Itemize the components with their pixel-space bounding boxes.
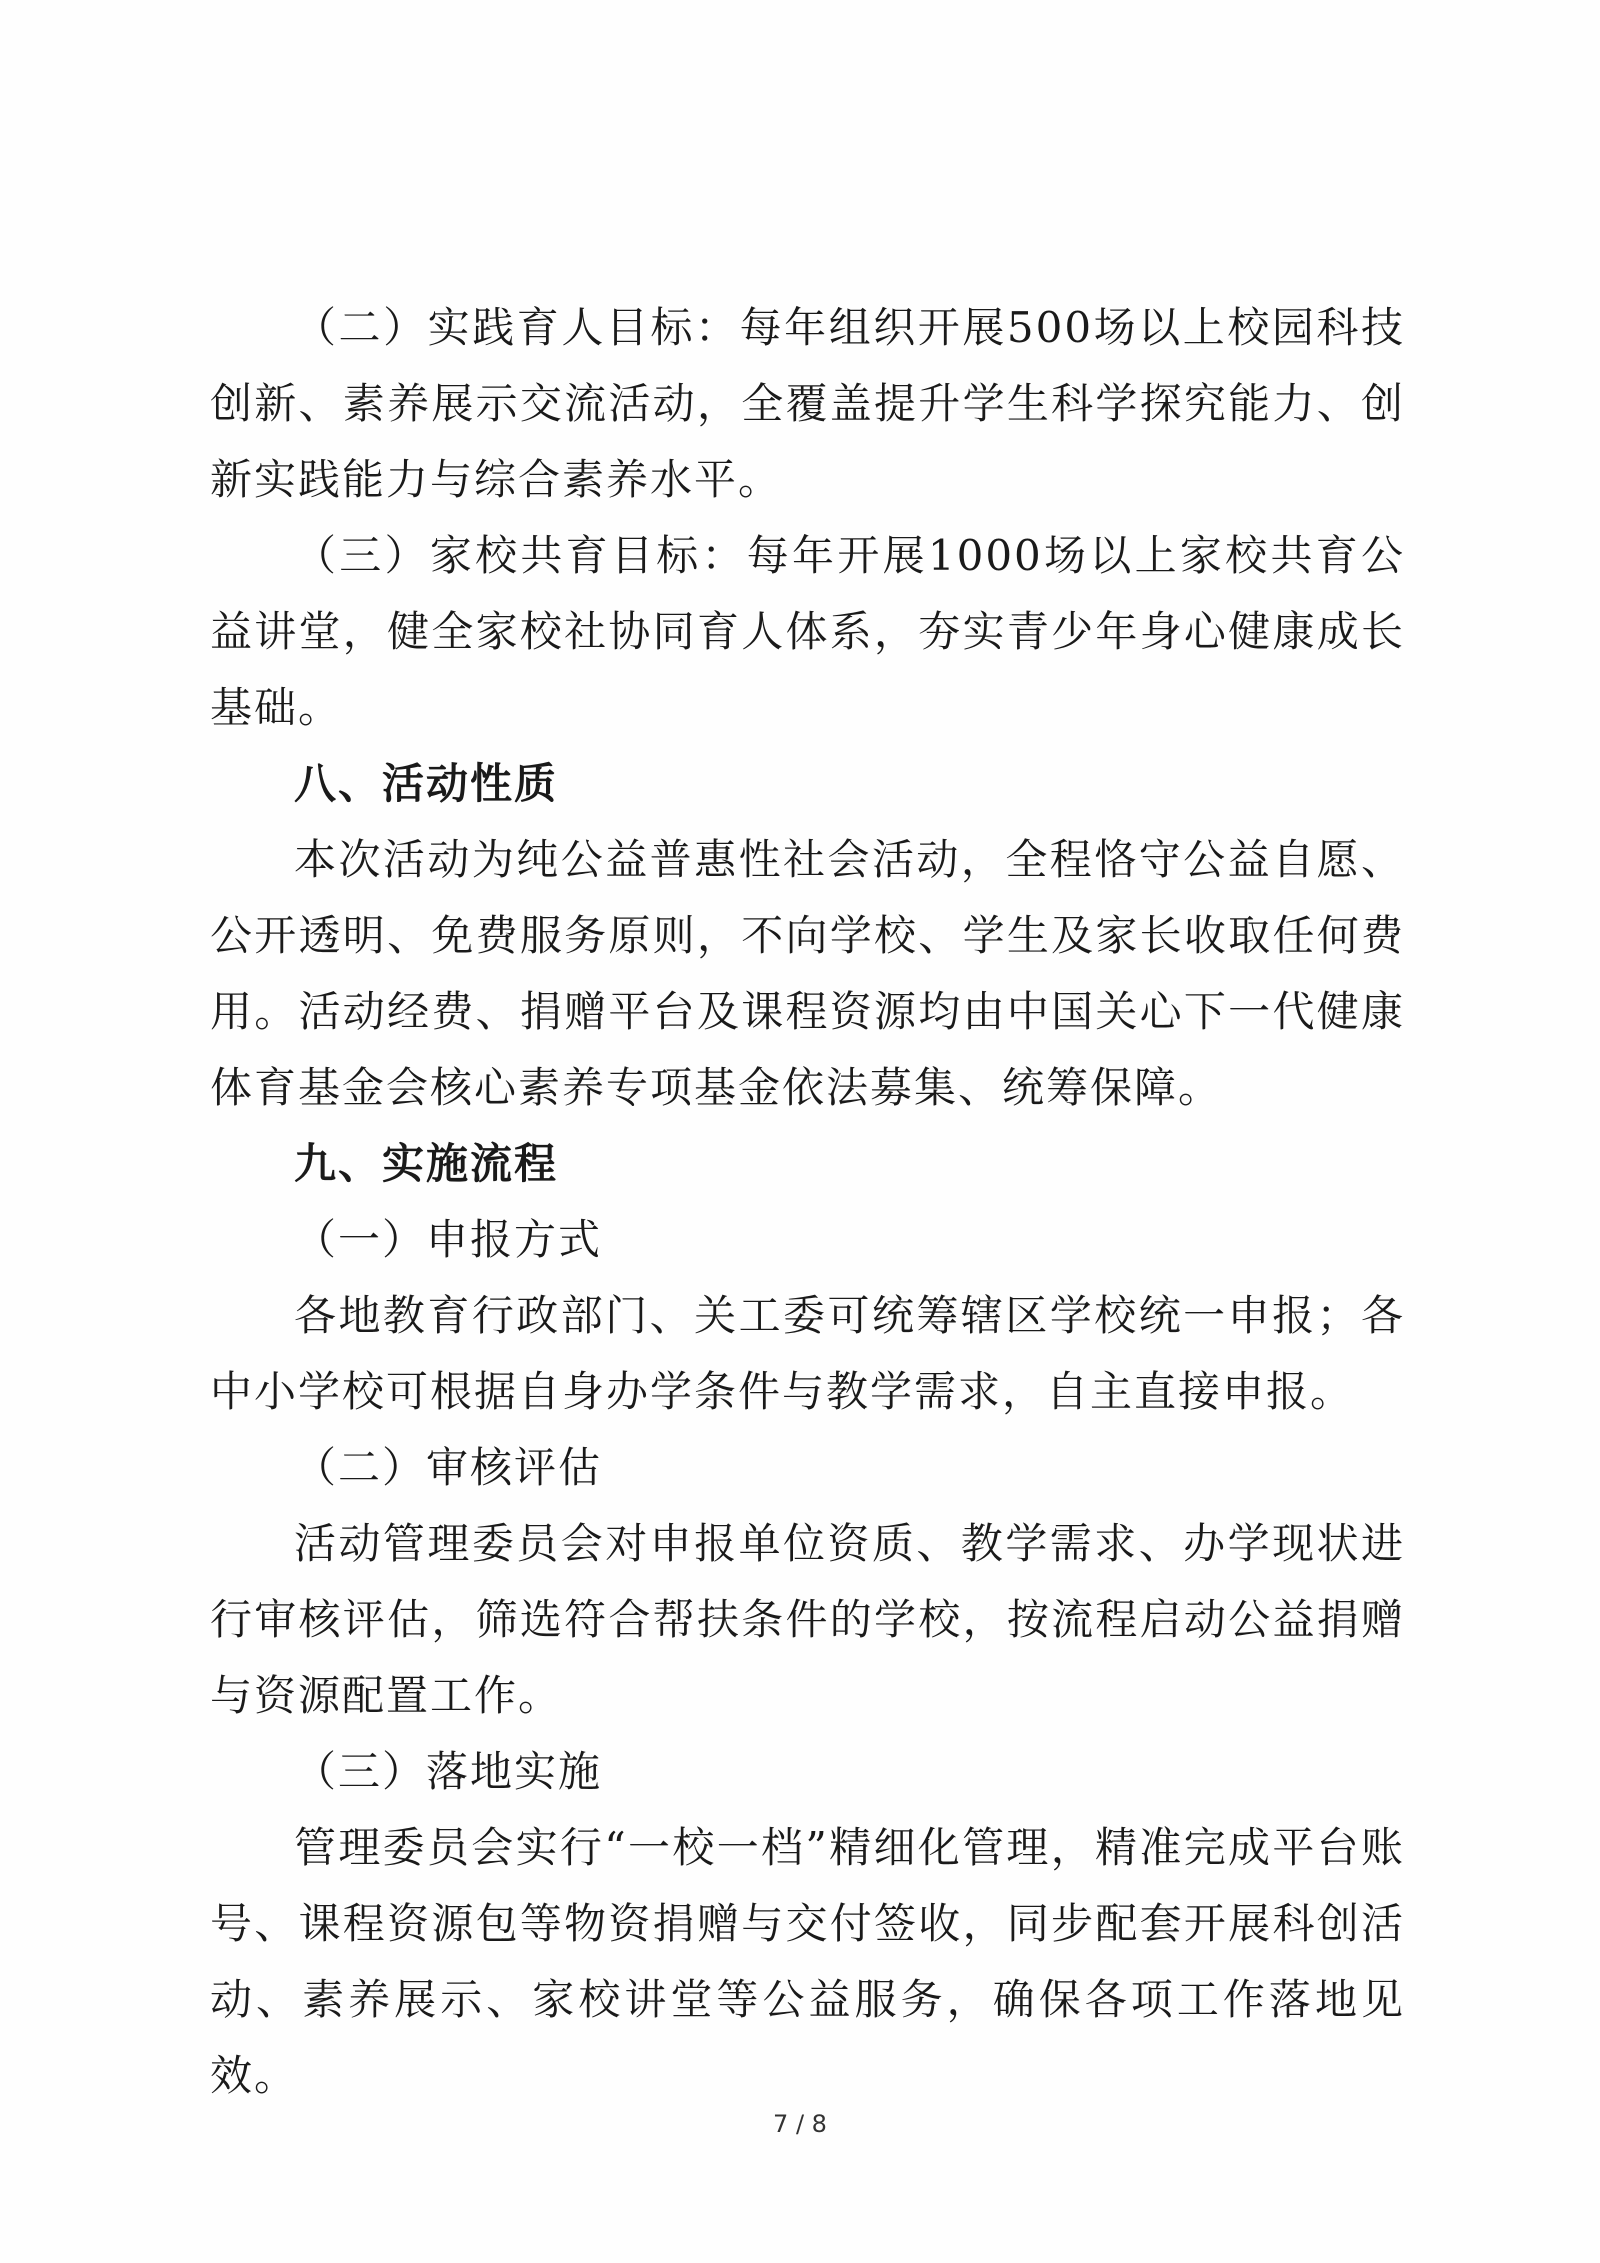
subheading-implementation: （三）落地实施 bbox=[294, 1747, 603, 1796]
paragraph-review-assessment: 活动管理委员会对申报单位资质、教学需求、办学现状进行审核评估，筛选符合帮扶条件的学校，按流程启动公益捐赠与资源配置工作。 bbox=[210, 1519, 1405, 1720]
document-body bbox=[210, 290, 1405, 2114]
section-heading-activity-nature: 八、活动性质 bbox=[294, 759, 559, 808]
paragraph-family-school-goal: （三）家校共育目标：每年开展1000场以上家校共育公益讲堂，健全家校社协同育人体系，夯实青少年身心健康成长基础。 bbox=[210, 531, 1405, 732]
section-heading-implementation: 九、实施流程 bbox=[294, 1139, 559, 1188]
paragraph-application-method: 各地教育行政部门、关工委可统筹辖区学校统一申报；各中小学校可根据自身办学条件与教学需求，自主直接申报。 bbox=[210, 1291, 1405, 1416]
paragraph-activity-nature: 本次活动为纯公益普惠性社会活动，全程恪守公益自愿、公开透明、免费服务原则，不向学校、学生及家长收取任何费用。活动经费、捐赠平台及课程资源均由中国关心下一代健康体育基金会核心素养专项基金依法募集、统筹保障。 bbox=[210, 835, 1405, 1112]
paragraph-practice-goal: （二）实践育人目标：每年组织开展500场以上校园科技创新、素养展示交流活动，全覆盖提升学生科学探究能力、创新实践能力与综合素养水平。 bbox=[210, 303, 1405, 504]
page-number: 7 / 8 bbox=[773, 2110, 827, 2138]
subheading-review-assessment: （二）审核评估 bbox=[294, 1443, 603, 1492]
subheading-application-method: （一）申报方式 bbox=[294, 1215, 603, 1264]
paragraph-implementation: 管理委员会实行“一校一档”精细化管理，精准完成平台账号、课程资源包等物资捐赠与交付签收，同步配套开展科创活动、素养展示、家校讲堂等公益服务，确保各项工作落地见效。 bbox=[210, 1823, 1405, 2100]
